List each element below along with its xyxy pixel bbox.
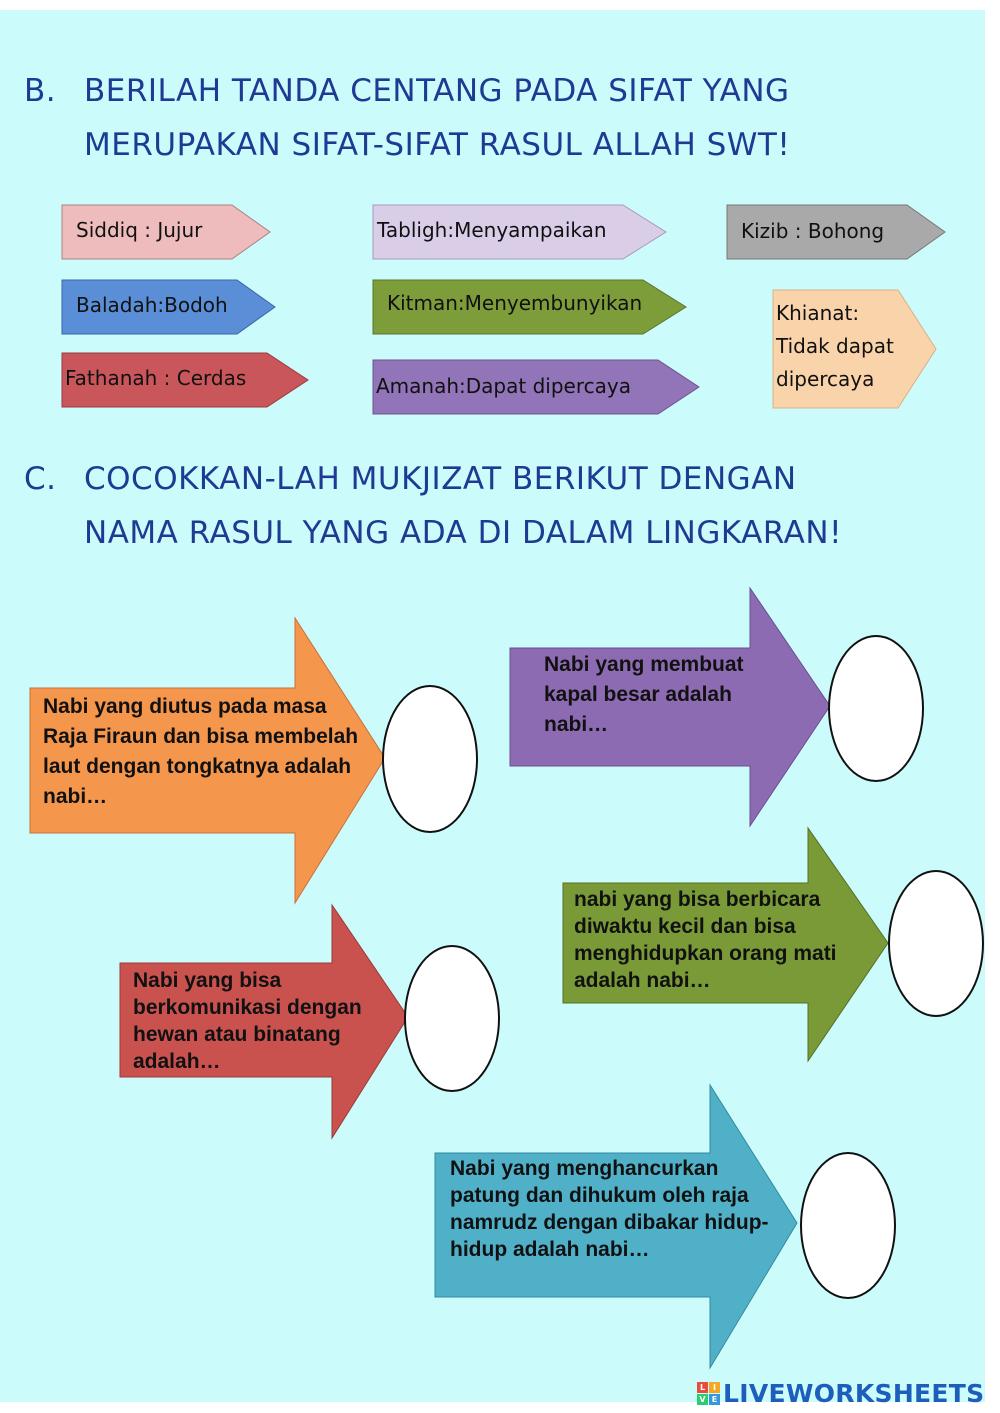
section-c-heading (24, 452, 964, 562)
answer-circle-4[interactable] (404, 945, 500, 1092)
trait-label: Fathanah : Cerdas (65, 366, 247, 390)
logo-letter-v: V (697, 1394, 708, 1405)
section-b-heading (24, 64, 924, 174)
logo-letter-i: I (709, 1382, 720, 1393)
question-text: Nabi yang membuat kapal besar adalah nabi… (544, 653, 744, 736)
section-b-line-1: BERILAH TANDA CENTANG PADA SIFAT YANG (84, 73, 790, 109)
trait-kizib[interactable] (727, 205, 947, 259)
trait-label-line-1: Khianat: (776, 301, 860, 325)
question-arrow-nuh (510, 588, 835, 828)
trait-label: Kizib : Bohong (741, 219, 885, 243)
question-text: Nabi yang bisa berkomunikasi dengan hewan atau binatang adalah… (133, 969, 362, 1073)
liveworksheets-logo (697, 1378, 984, 1408)
trait-label-line-3: dipercaya (776, 367, 875, 391)
trait-label: Tabligh:Menyampaikan (377, 218, 607, 242)
trait-khianat[interactable] (773, 290, 938, 408)
answer-circle-5[interactable] (800, 1152, 896, 1299)
question-arrow-isa (563, 828, 893, 1063)
trait-fathanah[interactable] (62, 353, 310, 407)
question-arrow-ibrahim (435, 1085, 800, 1370)
trait-label (776, 297, 926, 396)
answer-circle-1[interactable] (382, 685, 478, 833)
section-c-line-1: COCOKKAN-LAH MUKJIZAT BERIKUT DENGAN (84, 461, 797, 497)
logo-letter-e: E (709, 1394, 720, 1405)
answer-circle-2[interactable] (828, 635, 924, 782)
trait-label: Kitman:Menyembunyikan (387, 291, 643, 315)
section-b-line-2: MERUPAKAN SIFAT-SIFAT RASUL ALLAH SWT! (84, 127, 791, 163)
trait-baladah[interactable] (62, 280, 277, 334)
logo-icon (697, 1382, 720, 1405)
trait-siddiq[interactable] (62, 205, 272, 259)
trait-kitman[interactable] (373, 280, 688, 334)
question-arrow-sulaiman (120, 905, 410, 1140)
question-text: Nabi yang menghancurkan patung dan dihukum oleh raja namrudz dengan dibakar hidup-hidup adalah nabi… (450, 1157, 769, 1261)
logo-letter-l: L (697, 1382, 708, 1393)
question-text: nabi yang bisa berbicara diwaktu kecil dan bisa menghidupkan orang mati adalah nabi… (574, 888, 837, 992)
brand-name: LIVEWORKSHEETS (723, 1378, 985, 1408)
trait-amanah[interactable] (373, 360, 701, 414)
trait-label: Siddiq : Jujur (76, 218, 203, 242)
trait-label: Baladah:Bodoh (76, 293, 228, 317)
section-b-letter: B. (24, 73, 57, 109)
trait-label-line-2: Tidak dapat (776, 334, 894, 358)
question-arrow-musa (30, 618, 390, 903)
trait-label: Amanah:Dapat dipercaya (376, 374, 631, 398)
trait-tabligh[interactable] (373, 205, 668, 259)
question-text: Nabi yang diutus pada masa Raja Firaun dan bisa membelah laut dengan tongkatnya adalah nabi… (43, 695, 359, 808)
section-c-line-2: NAMA RASUL YANG ADA DI DALAM LINGKARAN! (84, 515, 842, 551)
section-c-letter: C. (24, 461, 57, 497)
answer-circle-3[interactable] (888, 870, 984, 1017)
